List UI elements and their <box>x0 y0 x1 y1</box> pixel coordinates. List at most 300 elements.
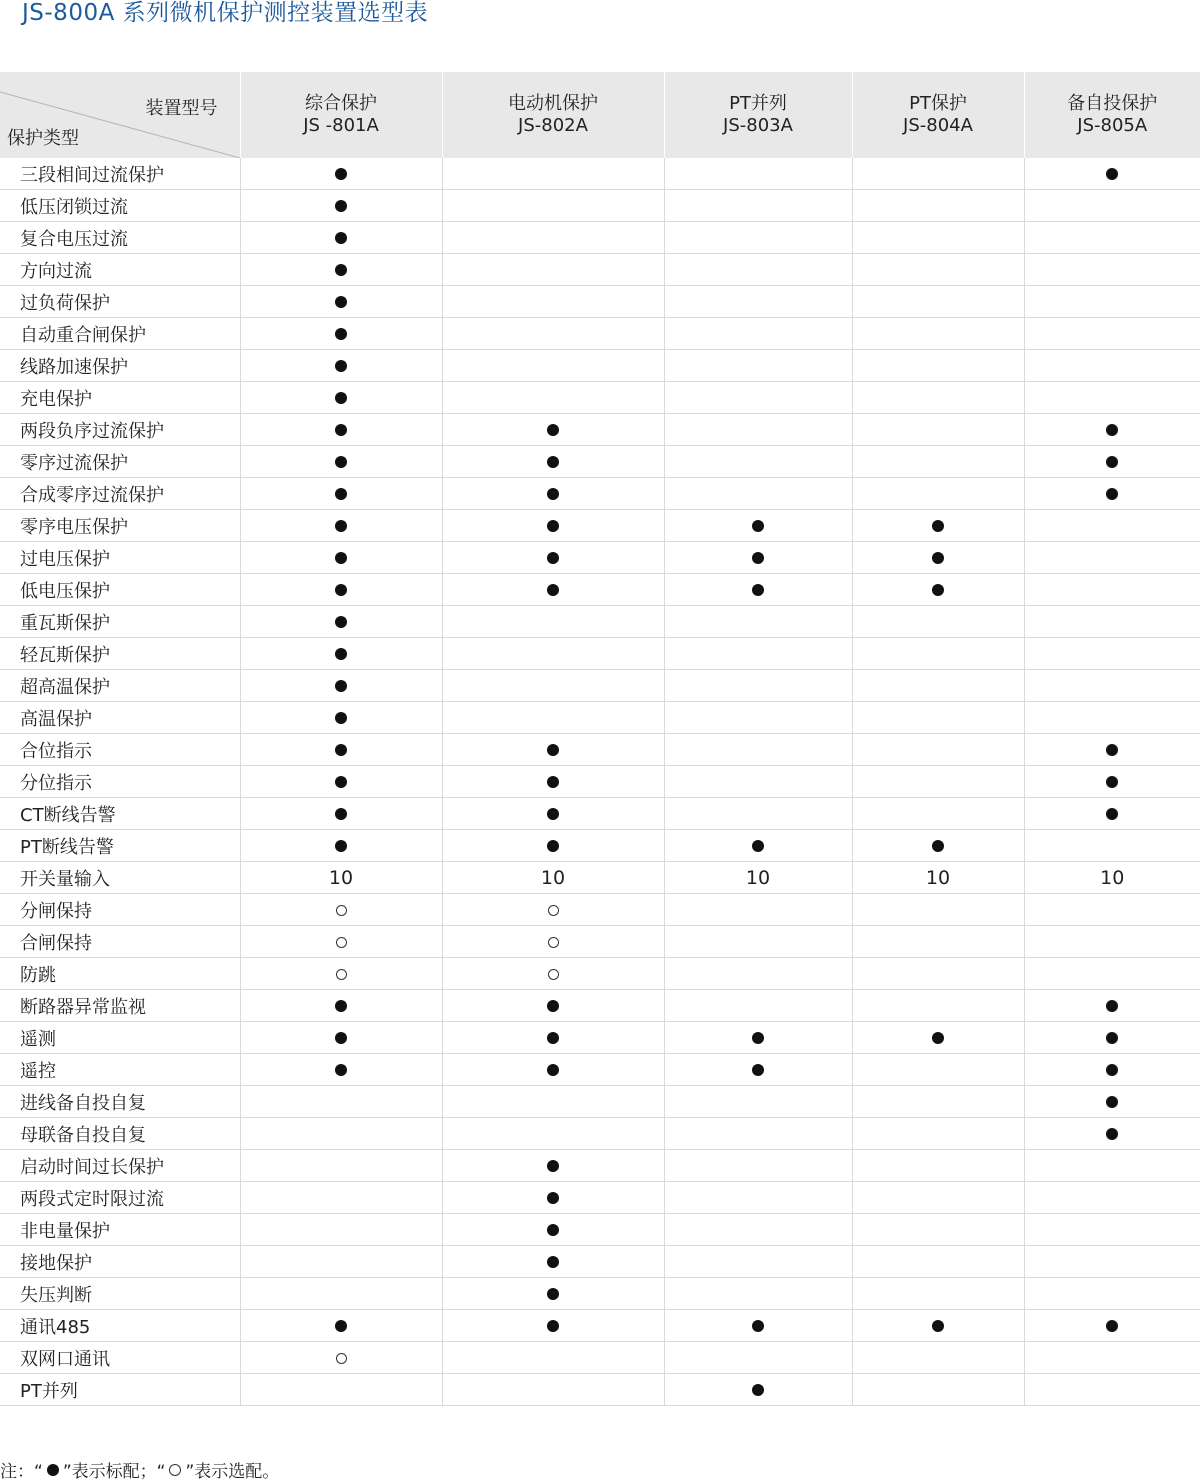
table-row <box>0 1246 1200 1278</box>
column-header-2 <box>442 72 664 158</box>
feature-cell <box>1024 286 1200 318</box>
feature-cell <box>442 1086 664 1118</box>
column-name: 备自投保护 <box>1025 93 1200 115</box>
feature-cell <box>664 606 852 638</box>
standard-dot-icon <box>547 552 559 564</box>
feature-cell <box>852 318 1024 350</box>
feature-cell <box>1024 1214 1200 1246</box>
protection-type-label: 超高温保护 <box>0 670 240 702</box>
standard-dot-icon <box>335 584 347 596</box>
feature-cell <box>852 1150 1024 1182</box>
feature-cell <box>442 798 664 830</box>
feature-cell <box>664 1310 852 1342</box>
feature-cell <box>852 158 1024 190</box>
standard-dot-icon <box>1106 1096 1118 1108</box>
page-title: JS-800A 系列微机保护测控装置选型表 <box>22 0 428 27</box>
standard-dot-icon <box>752 552 764 564</box>
feature-cell <box>1024 702 1200 734</box>
column-header-5 <box>1024 72 1200 158</box>
table-row <box>0 350 1200 382</box>
optional-circle-icon <box>169 1464 181 1476</box>
standard-dot-icon <box>1106 776 1118 788</box>
protection-type-label: 零序电压保护 <box>0 510 240 542</box>
table-row <box>0 830 1200 862</box>
feature-cell <box>1024 382 1200 414</box>
feature-cell <box>240 1342 442 1374</box>
feature-cell <box>240 734 442 766</box>
feature-cell <box>852 1022 1024 1054</box>
input-count-value: 10 <box>926 868 950 888</box>
feature-cell <box>852 926 1024 958</box>
feature-cell <box>664 286 852 318</box>
feature-cell <box>664 1054 852 1086</box>
feature-cell <box>1024 222 1200 254</box>
protection-type-label: 零序过流保护 <box>0 446 240 478</box>
feature-cell <box>442 190 664 222</box>
table-row <box>0 222 1200 254</box>
feature-cell <box>664 414 852 446</box>
feature-cell <box>240 382 442 414</box>
feature-cell <box>852 446 1024 478</box>
feature-cell <box>240 1150 442 1182</box>
feature-cell <box>852 1342 1024 1374</box>
feature-cell <box>1024 350 1200 382</box>
feature-cell <box>852 286 1024 318</box>
feature-cell <box>664 638 852 670</box>
standard-dot-icon <box>547 1288 559 1300</box>
standard-dot-icon <box>335 1064 347 1076</box>
feature-cell <box>852 574 1024 606</box>
feature-cell <box>664 1246 852 1278</box>
protection-type-label: 合位指示 <box>0 734 240 766</box>
standard-dot-icon <box>547 1192 559 1204</box>
feature-cell <box>1024 734 1200 766</box>
column-header-1 <box>240 72 442 158</box>
table-row <box>0 1022 1200 1054</box>
feature-cell <box>240 862 442 894</box>
feature-cell <box>1024 894 1200 926</box>
feature-cell <box>664 1118 852 1150</box>
feature-cell <box>664 926 852 958</box>
table-row <box>0 1182 1200 1214</box>
protection-type-label: 母联备自投自复 <box>0 1118 240 1150</box>
feature-cell <box>1024 158 1200 190</box>
protection-type-label: 低压闭锁过流 <box>0 190 240 222</box>
table-row <box>0 510 1200 542</box>
standard-dot-icon <box>335 616 347 628</box>
feature-cell <box>240 1310 442 1342</box>
standard-dot-icon <box>335 232 347 244</box>
table-row <box>0 542 1200 574</box>
column-name: PT保护 <box>853 93 1024 115</box>
feature-cell <box>240 638 442 670</box>
legend-note <box>0 1457 279 1482</box>
column-model: JS -801A <box>241 115 442 137</box>
feature-cell <box>442 1246 664 1278</box>
feature-cell <box>240 446 442 478</box>
feature-cell <box>240 478 442 510</box>
feature-cell <box>664 1214 852 1246</box>
feature-cell <box>852 1374 1024 1406</box>
table-row <box>0 286 1200 318</box>
table-row <box>0 1150 1200 1182</box>
feature-cell <box>852 606 1024 638</box>
feature-cell <box>240 414 442 446</box>
feature-cell <box>1024 1150 1200 1182</box>
standard-dot-icon <box>752 584 764 596</box>
optional-circle-icon <box>336 937 347 948</box>
note-optional-text: ”表示选配。 <box>185 1462 279 1482</box>
feature-cell <box>240 574 442 606</box>
table-row <box>0 318 1200 350</box>
feature-cell <box>664 382 852 414</box>
feature-cell <box>442 318 664 350</box>
table-row <box>0 1278 1200 1310</box>
feature-cell <box>442 574 664 606</box>
feature-cell <box>664 1278 852 1310</box>
standard-dot-icon <box>547 840 559 852</box>
feature-cell <box>852 1246 1024 1278</box>
standard-dot-icon <box>547 456 559 468</box>
feature-cell <box>664 862 852 894</box>
table-body <box>0 158 1200 1406</box>
protection-type-label: 接地保护 <box>0 1246 240 1278</box>
standard-dot-icon <box>932 584 944 596</box>
feature-cell <box>852 510 1024 542</box>
standard-dot-icon <box>1106 808 1118 820</box>
standard-dot-icon <box>932 520 944 532</box>
standard-dot-icon <box>547 488 559 500</box>
protection-type-label: 失压判断 <box>0 1278 240 1310</box>
protection-type-label: PT断线告警 <box>0 830 240 862</box>
feature-cell <box>240 1054 442 1086</box>
table-row <box>0 798 1200 830</box>
feature-cell <box>852 894 1024 926</box>
feature-cell <box>240 350 442 382</box>
input-count-value: 10 <box>541 868 565 888</box>
feature-cell <box>1024 798 1200 830</box>
standard-dot-icon <box>547 1064 559 1076</box>
feature-cell <box>240 798 442 830</box>
standard-dot-icon <box>932 1032 944 1044</box>
feature-cell <box>852 990 1024 1022</box>
standard-dot-icon <box>547 1032 559 1044</box>
column-name: 综合保护 <box>241 93 442 115</box>
standard-dot-icon <box>335 456 347 468</box>
standard-dot-icon <box>335 808 347 820</box>
protection-type-label: 两段负序过流保护 <box>0 414 240 446</box>
column-name: PT并列 <box>665 93 852 115</box>
feature-cell <box>240 830 442 862</box>
table-row <box>0 254 1200 286</box>
standard-dot-icon <box>752 840 764 852</box>
table-row <box>0 1214 1200 1246</box>
optional-circle-icon <box>548 937 559 948</box>
feature-cell <box>240 158 442 190</box>
feature-cell <box>1024 1246 1200 1278</box>
protection-type-label: PT并列 <box>0 1374 240 1406</box>
feature-cell <box>240 318 442 350</box>
table-row <box>0 862 1200 894</box>
feature-cell <box>664 510 852 542</box>
table-row <box>0 190 1200 222</box>
feature-cell <box>664 958 852 990</box>
protection-type-label: 通讯485 <box>0 1310 240 1342</box>
standard-dot-icon <box>932 840 944 852</box>
feature-cell <box>852 1086 1024 1118</box>
feature-cell <box>1024 1278 1200 1310</box>
feature-cell <box>664 350 852 382</box>
feature-cell <box>442 286 664 318</box>
standard-dot-icon <box>335 680 347 692</box>
table-row <box>0 606 1200 638</box>
protection-type-label: 合成零序过流保护 <box>0 478 240 510</box>
standard-dot-icon <box>752 1064 764 1076</box>
feature-cell <box>442 830 664 862</box>
feature-cell <box>240 1118 442 1150</box>
standard-dot-icon <box>335 1000 347 1012</box>
standard-dot-icon <box>547 776 559 788</box>
table-row <box>0 1086 1200 1118</box>
feature-cell <box>852 382 1024 414</box>
feature-cell <box>442 606 664 638</box>
feature-cell <box>442 638 664 670</box>
feature-cell <box>442 1150 664 1182</box>
feature-cell <box>852 702 1024 734</box>
feature-cell <box>852 414 1024 446</box>
standard-dot-icon <box>547 424 559 436</box>
protection-type-label: 方向过流 <box>0 254 240 286</box>
feature-cell <box>852 350 1024 382</box>
feature-cell <box>1024 766 1200 798</box>
standard-dot-icon <box>547 744 559 756</box>
protection-type-label: 两段式定时限过流 <box>0 1182 240 1214</box>
feature-cell <box>852 670 1024 702</box>
table-row <box>0 1374 1200 1406</box>
feature-cell <box>1024 1342 1200 1374</box>
standard-dot-icon <box>1106 1000 1118 1012</box>
protection-type-label: 合闸保持 <box>0 926 240 958</box>
protection-type-label: 非电量保护 <box>0 1214 240 1246</box>
standard-dot-icon <box>547 1160 559 1172</box>
table-row <box>0 766 1200 798</box>
feature-cell <box>664 830 852 862</box>
input-count-value: 10 <box>746 868 770 888</box>
standard-dot-icon <box>335 328 347 340</box>
feature-cell <box>1024 670 1200 702</box>
standard-dot-icon <box>335 488 347 500</box>
optional-circle-icon <box>548 969 559 980</box>
protection-type-label: 遥控 <box>0 1054 240 1086</box>
feature-cell <box>1024 1182 1200 1214</box>
table-row <box>0 1342 1200 1374</box>
protection-type-label: 充电保护 <box>0 382 240 414</box>
feature-cell <box>664 1150 852 1182</box>
input-count-value: 10 <box>1100 868 1124 888</box>
standard-dot-icon <box>1106 1320 1118 1332</box>
feature-cell <box>1024 1022 1200 1054</box>
table-row <box>0 734 1200 766</box>
feature-cell <box>664 222 852 254</box>
column-header-4 <box>852 72 1024 158</box>
column-header-3 <box>664 72 852 158</box>
feature-cell <box>442 958 664 990</box>
feature-cell <box>852 478 1024 510</box>
feature-cell <box>442 1310 664 1342</box>
feature-cell <box>240 1214 442 1246</box>
protection-type-label: 进线备自投自复 <box>0 1086 240 1118</box>
feature-cell <box>664 894 852 926</box>
standard-dot-icon <box>1106 1128 1118 1140</box>
table-row <box>0 158 1200 190</box>
feature-cell <box>442 1182 664 1214</box>
table-row <box>0 478 1200 510</box>
feature-cell <box>240 990 442 1022</box>
feature-cell <box>442 350 664 382</box>
feature-cell <box>664 190 852 222</box>
feature-cell <box>852 1278 1024 1310</box>
feature-cell <box>664 254 852 286</box>
table-row <box>0 1054 1200 1086</box>
column-model: JS-803A <box>665 115 852 137</box>
optional-circle-icon <box>336 1353 347 1364</box>
standard-dot-icon <box>547 520 559 532</box>
standard-dot-icon <box>1106 456 1118 468</box>
feature-cell <box>852 222 1024 254</box>
table-row <box>0 702 1200 734</box>
feature-cell <box>1024 1054 1200 1086</box>
protection-type-label: 自动重合闸保护 <box>0 318 240 350</box>
feature-cell <box>664 1022 852 1054</box>
standard-dot-icon <box>547 808 559 820</box>
feature-cell <box>240 894 442 926</box>
feature-cell <box>852 862 1024 894</box>
feature-cell <box>240 606 442 638</box>
feature-cell <box>664 1374 852 1406</box>
protection-type-label: 重瓦斯保护 <box>0 606 240 638</box>
feature-cell <box>240 670 442 702</box>
feature-cell <box>442 414 664 446</box>
feature-cell <box>442 702 664 734</box>
feature-cell <box>442 478 664 510</box>
protection-type-label: CT断线告警 <box>0 798 240 830</box>
note-standard-text: ”表示标配；“ <box>63 1462 166 1482</box>
standard-dot-icon <box>1106 168 1118 180</box>
feature-cell <box>442 1374 664 1406</box>
feature-cell <box>852 958 1024 990</box>
protection-type-label: 双网口通讯 <box>0 1342 240 1374</box>
feature-cell <box>664 734 852 766</box>
feature-cell <box>1024 254 1200 286</box>
feature-cell <box>1024 574 1200 606</box>
column-model: JS-804A <box>853 115 1024 137</box>
column-model: JS-802A <box>443 115 664 137</box>
feature-cell <box>852 798 1024 830</box>
feature-cell <box>852 254 1024 286</box>
feature-cell <box>442 1022 664 1054</box>
standard-dot-icon <box>932 552 944 564</box>
feature-cell <box>1024 1086 1200 1118</box>
table-row <box>0 414 1200 446</box>
feature-cell <box>664 158 852 190</box>
feature-cell <box>664 1086 852 1118</box>
feature-cell <box>852 542 1024 574</box>
feature-cell <box>1024 1118 1200 1150</box>
protection-type-label: 分闸保持 <box>0 894 240 926</box>
standard-dot-icon <box>335 1320 347 1332</box>
standard-dot-icon <box>335 648 347 660</box>
feature-cell <box>664 670 852 702</box>
feature-cell <box>240 286 442 318</box>
feature-cell <box>1024 990 1200 1022</box>
feature-cell <box>442 510 664 542</box>
standard-dot-icon <box>1106 744 1118 756</box>
protection-type-label: 低电压保护 <box>0 574 240 606</box>
feature-cell <box>852 1310 1024 1342</box>
protection-type-label: 线路加速保护 <box>0 350 240 382</box>
standard-dot-icon <box>752 520 764 532</box>
standard-dot-icon <box>47 1464 59 1476</box>
standard-dot-icon <box>335 264 347 276</box>
feature-cell <box>1024 446 1200 478</box>
feature-cell <box>852 638 1024 670</box>
feature-cell <box>1024 478 1200 510</box>
feature-cell <box>664 1342 852 1374</box>
note-prefix: 注：“ <box>0 1462 43 1482</box>
standard-dot-icon <box>335 168 347 180</box>
feature-cell <box>442 1342 664 1374</box>
protection-type-label: 轻瓦斯保护 <box>0 638 240 670</box>
feature-cell <box>442 1118 664 1150</box>
protection-type-label: 启动时间过长保护 <box>0 1150 240 1182</box>
feature-cell <box>442 1214 664 1246</box>
feature-cell <box>442 222 664 254</box>
feature-cell <box>240 254 442 286</box>
feature-cell <box>1024 542 1200 574</box>
standard-dot-icon <box>335 520 347 532</box>
standard-dot-icon <box>335 552 347 564</box>
feature-cell <box>664 318 852 350</box>
feature-cell <box>442 446 664 478</box>
feature-cell <box>442 862 664 894</box>
feature-cell <box>240 702 442 734</box>
selection-table <box>0 72 1200 1406</box>
feature-cell <box>1024 830 1200 862</box>
protection-type-label: 过电压保护 <box>0 542 240 574</box>
feature-cell <box>1024 606 1200 638</box>
feature-cell <box>442 990 664 1022</box>
standard-dot-icon <box>335 712 347 724</box>
feature-cell <box>442 1054 664 1086</box>
feature-cell <box>664 574 852 606</box>
feature-cell <box>240 1086 442 1118</box>
table-row <box>0 926 1200 958</box>
protection-type-label: 分位指示 <box>0 766 240 798</box>
feature-cell <box>1024 926 1200 958</box>
feature-cell <box>852 1118 1024 1150</box>
standard-dot-icon <box>547 1224 559 1236</box>
feature-cell <box>852 1054 1024 1086</box>
protection-type-label: 过负荷保护 <box>0 286 240 318</box>
feature-cell <box>442 926 664 958</box>
feature-cell <box>852 830 1024 862</box>
table-row <box>0 638 1200 670</box>
feature-cell <box>240 510 442 542</box>
table-row <box>0 382 1200 414</box>
feature-cell <box>1024 190 1200 222</box>
feature-cell <box>240 926 442 958</box>
standard-dot-icon <box>547 1000 559 1012</box>
